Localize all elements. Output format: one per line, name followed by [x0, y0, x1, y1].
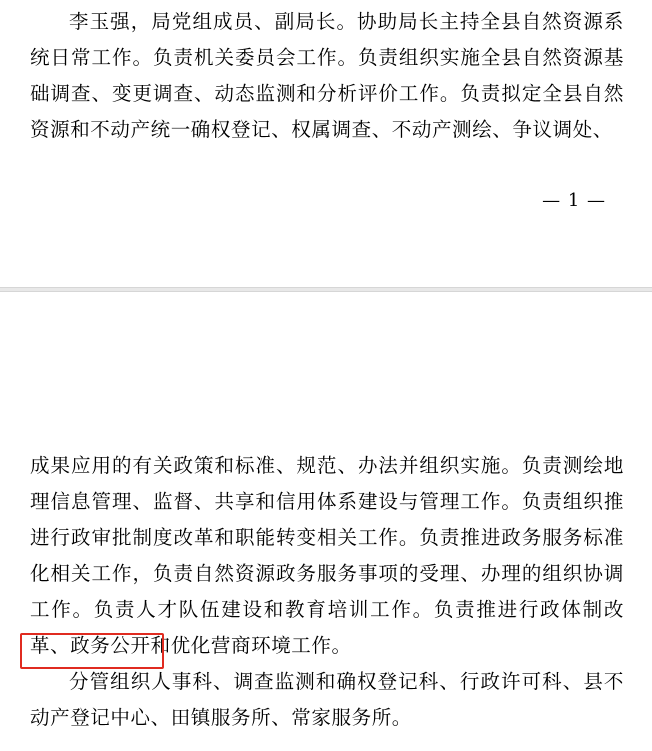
document-page-2: [0, 292, 652, 751]
page1-paragraph: 李玉强，局党组成员、副局长。协助局长主持全县自然资源系统日常工作。负责机关委员会工作。负责组织实施全县自然资源基础调查、变更调查、动态监测和分析评价工作。负责拟定全县自然资源和不动产统一确权登记、权属调查、不动产测绘、争议调处、: [30, 10, 624, 141]
document-page-1: [0, 0, 652, 290]
page2-paragraph-1: 成果应用的有关政策和标准、规范、办法并组织实施。负责测绘地理信息管理、监督、共享和信用体系建设与管理工作。负责组织推进行政审批制度改革和职能转变相关工作。负责推进政务服务标准化相关工作，负责自然资源政务服务事项的受理、办理的组织协调工作。负责人才队伍建设和教育培训工作。负责推进行政体制改革、政务公开和优化营商环境工作。: [30, 454, 624, 657]
page-number: — 1 —: [542, 190, 606, 211]
page2-paragraph-2: 分管组织人事科、调查监测和确权登记科、行政许可科、县不动产登记中心、田镇服务所、常家服务所。: [30, 670, 624, 729]
